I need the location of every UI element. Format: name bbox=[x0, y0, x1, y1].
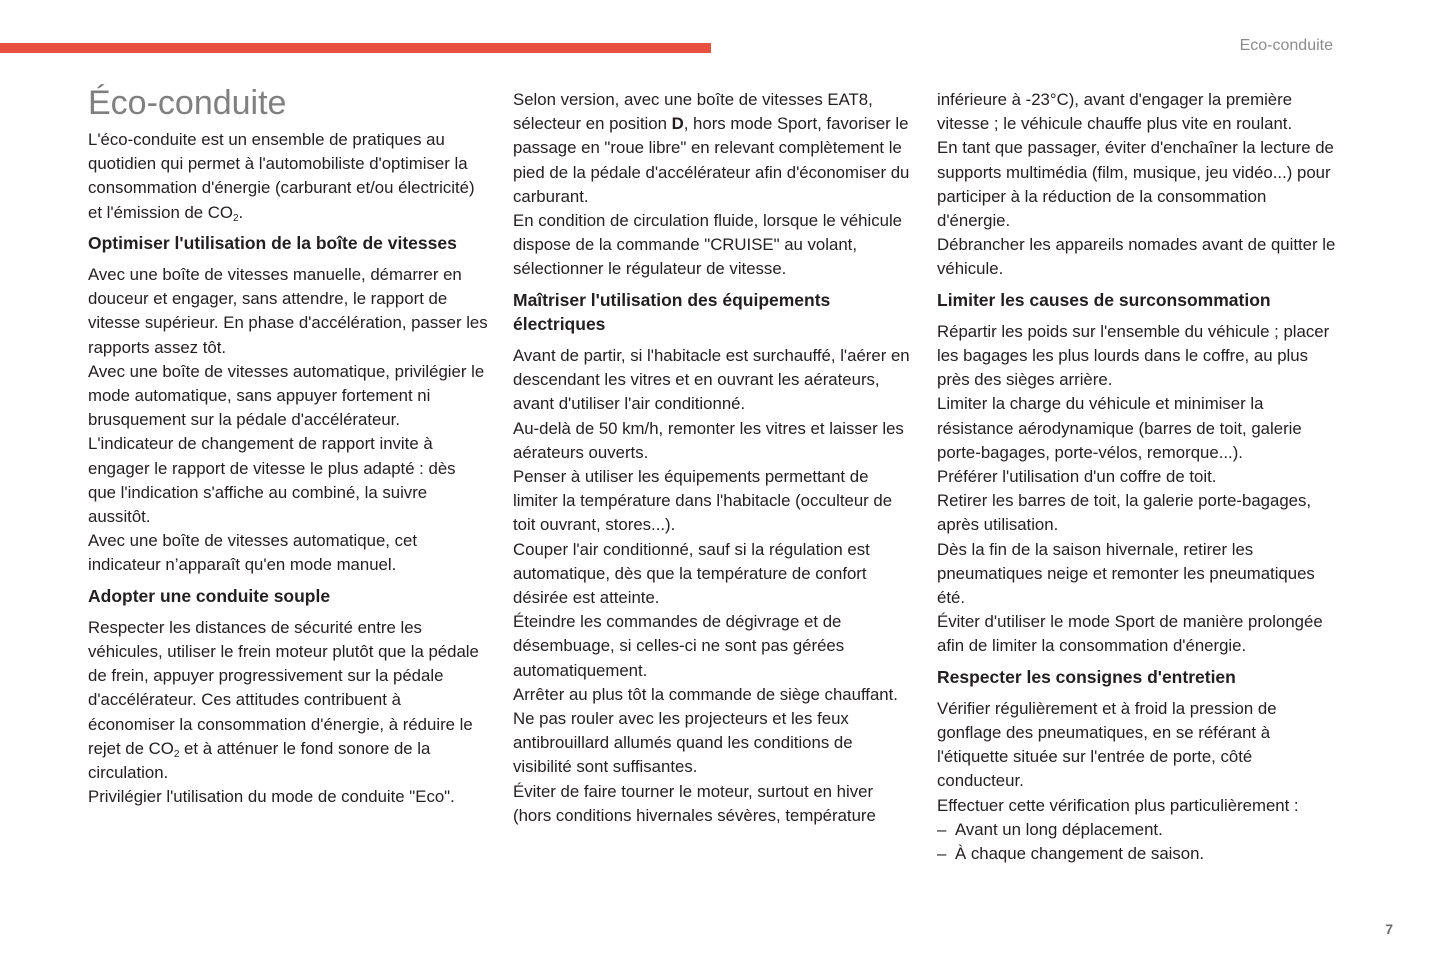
paragraph-remove-bars: Retirer les barres de toit, la galerie porte-bagages, après utilisation. bbox=[937, 491, 1312, 535]
paragraph-eat8: Selon version, avec une boîte de vitesses EAT8, sélecteur en position D, hors mode Sport, favoriser le passage en "roue libre" en relevant complètement le pied de la pédale d'accélérateur afin d'économiser du carburant. bbox=[513, 90, 910, 206]
paragraph-sport-mode: Éviter d'utiliser le mode Sport de manière prolongée afin de limiter la consommation d'énergie. bbox=[937, 612, 1323, 656]
paragraph-engine-idle: Éviter de faire tourner le moteur, surtout en hiver (hors conditions hivernales sévères, température bbox=[513, 781, 876, 825]
paragraph-heated-seat: Arrêter au plus tôt la commande de siège chauffant. bbox=[513, 684, 898, 704]
list-item: – À chaque changement de saison. bbox=[937, 842, 1337, 866]
paragraph-check-when: Effectuer cette vérification plus particulièrement : bbox=[937, 795, 1299, 815]
paragraph-engine-idle-continued: inférieure à -23°C), avant d'engager la première vitesse ; le véhicule chauffe plus vite en roulant. bbox=[937, 90, 1293, 134]
running-header: Eco-conduite bbox=[1239, 37, 1333, 54]
paragraph-automatic-gearbox: Avec une boîte de vitesses automatique, privilégier le mode automatique, sans appuyer fortement ni brusquement sur la pédale d'accélérateur. bbox=[88, 361, 485, 430]
paragraph-tyres: Dès la fin de la saison hivernale, retirer les pneumatiques neige et remonter les pneumatiques été. bbox=[937, 539, 1315, 608]
paragraph-indicator-automatic: Avec une boîte de vitesses automatique, cet indicateur n’apparaît qu'en mode manuel. bbox=[88, 531, 417, 575]
paragraph-passenger: En tant que passager, éviter d'enchaîner la lecture de supports multimédia (film, musique, jeu vidéo...) pour participer à la réduction de la consommation d'énergie. bbox=[937, 138, 1334, 231]
heading-electrical-equipment: Maîtriser l'utilisation des équipements électriques bbox=[513, 289, 831, 334]
paragraph-weight: Répartir les poids sur l'ensemble du véhicule ; placer les bagages les plus lourds dans le coffre, au plus près des sièges arrière. bbox=[937, 321, 1330, 390]
paragraph-air-conditioning: Couper l'air conditionné, sauf si la régulation est automatique, dès que la température de confort désirée est atteinte. bbox=[513, 539, 870, 608]
heading-gearbox: Optimiser l'utilisation de la boîte de vitesses bbox=[88, 232, 457, 253]
header-accent-bar bbox=[0, 43, 711, 53]
paragraph-smooth-driving: Respecter les distances de sécurité entre les véhicules, utiliser le frein moteur plutôt que la pédale de frein, appuyer progressivement sur la pédale d'accélérateur. Ces attitudes contribuent à économiser la consommation d'énergie, à réduire le rejet de $CO_2$ et à atténuer le fond sonore de la circulation. bbox=[88, 617, 479, 783]
paragraph-load: Limiter la charge du véhicule et minimiser la résistance aérodynamique (barres de toit, galerie porte-bagages, porte-vélos, remorque...). bbox=[937, 394, 1302, 462]
heading-overconsumption: Limiter les causes de surconsommation bbox=[937, 289, 1271, 310]
dash-bullet: – bbox=[937, 844, 947, 864]
page-number: 7 bbox=[1385, 921, 1393, 937]
paragraph-eco-mode: Privilégier l'utilisation du mode de conduite "Eco". bbox=[88, 787, 455, 807]
paragraph-lights: Ne pas rouler avec les projecteurs et les feux antibrouillard allumés quand les conditions de visibilité sont suffisantes. bbox=[513, 709, 853, 777]
heading-smooth-driving: Adopter une conduite souple bbox=[88, 585, 331, 606]
paragraph-cruise: En condition de circulation fluide, lorsque le véhicule dispose de la commande "CRUISE" au volant, sélectionner le régulateur de vitesse. bbox=[513, 211, 903, 279]
paragraph-tyre-pressure: Vérifier régulièrement et à froid la pression de gonflage des pneumatiques, en se référant à l'étiquette située sur l'entrée de porte, côté conducteur. bbox=[937, 698, 1277, 791]
column-3 bbox=[937, 88, 1337, 866]
list-item: – Avant un long déplacement. bbox=[937, 818, 1337, 842]
column-2 bbox=[513, 88, 913, 828]
page-title: Éco-conduite bbox=[88, 84, 287, 122]
paragraph-cabin-heat: Avant de partir, si l'habitacle est surchauffé, l'aérer en descendant les vitres et en ouvrant les aérateurs, avant d'utiliser l'air conditionné. bbox=[513, 346, 910, 414]
paragraph-gear-indicator: L'indicateur de changement de rapport invite à engager le rapport de vitesse le plus adapté : dès que l'indication s'affiche au combiné, la suivre aussitôt. bbox=[88, 434, 456, 527]
paragraph-50kmh: Au-delà de 50 km/h, remonter les vitres et laisser les aérateurs ouverts. bbox=[513, 418, 904, 462]
paragraph-temperature: Penser à utiliser les équipements permettant de limiter la température dans l'habitacle (occulteur de toit ouvrant, stores...). bbox=[513, 467, 893, 535]
paragraph-roof-box: Préférer l'utilisation d'un coffre de toit. bbox=[937, 467, 1217, 487]
paragraph-devices: Débrancher les appareils nomades avant de quitter le véhicule. bbox=[937, 235, 1336, 279]
paragraph-manual-gearbox: Avec une boîte de vitesses manuelle, démarrer en douceur et engager, sans attendre, le rapport de vitesse supérieur. En phase d'accélération, passer les rapports assez tôt. bbox=[88, 265, 488, 357]
dash-bullet: – bbox=[937, 819, 947, 839]
intro-paragraph: L'éco-conduite est un ensemble de pratiques au quotidien qui permet à l'automobiliste d'optimiser la consommation d'énergie (carburant et/ou électricité) et l'émission de $CO_2$. bbox=[88, 130, 475, 224]
column-1 bbox=[88, 86, 488, 809]
heading-maintenance: Respecter les consignes d'entretien bbox=[937, 666, 1236, 687]
paragraph-defrost: Éteindre les commandes de dégivrage et de désembuage, si celles-ci ne sont pas gérées automatiquement. bbox=[513, 612, 845, 680]
